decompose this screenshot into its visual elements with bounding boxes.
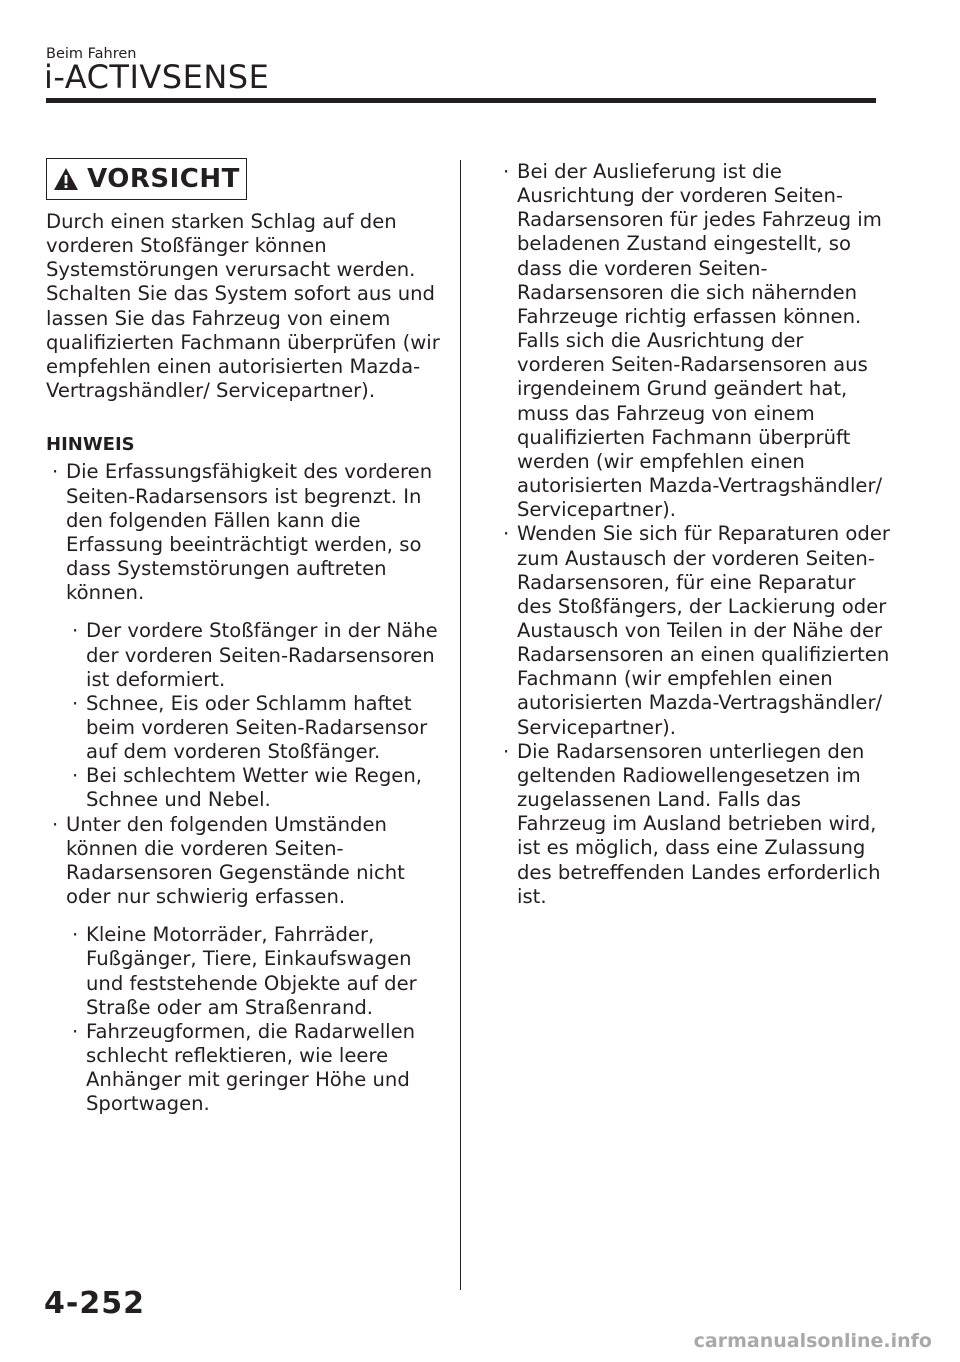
warning-triangle-icon (53, 167, 79, 191)
left-column (46, 210, 441, 1116)
note-sub-bullet: · Schnee, Eis oder Schlamm haftet beim vorderen Seiten-Radarsensor auf dem vorderen Stoßfänger. (66, 692, 441, 764)
caution-label: VORSICHT (87, 164, 240, 194)
header-rule (46, 98, 876, 103)
note-bullet: · Bei der Auslieferung ist die Ausrichtung der vorderen Seiten-Radarsensoren für jedes Fahrzeug im beladenen Zustand eingestellt, so dass die vorderen Seiten-Radarsensoren die sich nähernden Fahrzeuge richtig erfassen können. Falls sich die Ausrichtung der vorderen Seiten-Radarsensoren aus irgendeinem Grund geändert hat, muss das Fahrzeug von einem qualifizierten Fachmann überprüft werden (wir empfehlen einen autorisierten Mazda-Vertragshändler/ Servicepartner). (497, 160, 892, 522)
section-title: i-ACTIVSENSE (44, 58, 270, 96)
note-bullet: · Unter den folgenden Umständen können die vorderen Seiten-Radarsensoren Gegenstände nicht oder nur schwierig erfassen. (46, 813, 441, 910)
right-column (497, 160, 892, 909)
note-bullet: · Die Radarsensoren unterliegen den geltenden Radiowellengesetzen im zugelassenen Land. Falls das Fahrzeug im Ausland betrieben wird, ist es möglich, dass eine Zulassung des betreffenden Landes erforderlich ist. (497, 740, 892, 909)
page-number: 4-252 (44, 1286, 145, 1321)
note-sub-bullet: · Bei schlechtem Wetter wie Regen, Schnee und Nebel. (66, 764, 441, 812)
note-bullet: · Die Erfassungsfähigkeit des vorderen Seiten-Radarsensors ist begrenzt. In den folgenden Fällen kann die Erfassung beeinträchtigt werden, so dass Systemstörungen auftreten können. (46, 460, 441, 605)
note-sub-bullet: · Kleine Motorräder, Fahrräder, Fußgänger, Tiere, Einkaufswagen und feststehende Objekte auf der Straße oder am Straßenrand. (66, 923, 441, 1020)
note-bullet: · Wenden Sie sich für Reparaturen oder zum Austausch der vorderen Seiten-Radarsensoren, für eine Reparatur des Stoßfängers, der Lackierung oder Austausch von Teilen in der Nähe der Radarsensoren an einen qualifizierten Fachmann (wir empfehlen einen autorisierten Mazda-Vertragshändler/ Servicepartner). (497, 522, 892, 739)
column-divider (460, 160, 461, 1290)
note-sub-bullet: · Fahrzeugformen, die Radarwellen schlecht reflektieren, wie leere Anhänger mit geringer Höhe und Sportwagen. (66, 1020, 441, 1117)
caution-box (46, 158, 247, 200)
watermark: carmanualsonline.info (693, 1330, 932, 1352)
note-heading: HINWEIS (46, 434, 135, 456)
note-sub-bullet: · Der vordere Stoßfänger in der Nähe der vorderen Seiten-Radarsensoren ist deformiert. (66, 619, 441, 691)
section-label: Beim Fahren (46, 46, 137, 62)
caution-text: Durch einen starken Schlag auf den vorderen Stoßfänger können Systemstörungen verursacht werden. Schalten Sie das System sofort aus und lassen Sie das Fahrzeug von einem qualifizierten Fachmann überprüfen (wir empfehlen einen autorisierten Mazda-Vertragshändler/ Servicepartner). (46, 210, 440, 403)
